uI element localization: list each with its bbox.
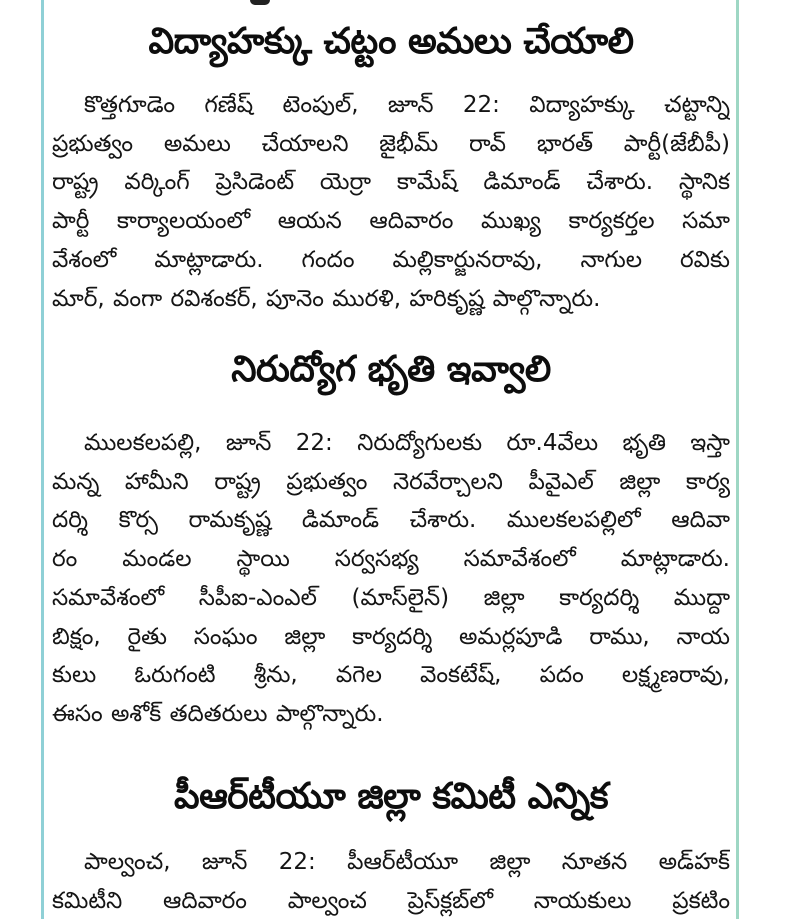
- article-2-line: దర్శి కొర్స రామకృష్ణ డిమాండ్ చేశారు. ములకలపల్లిలో ఆదివా: [52, 507, 730, 534]
- article-body-1: [52, 86, 730, 318]
- article-body-3: [52, 843, 730, 920]
- article-body-2: [52, 424, 730, 734]
- article-2-line: మన్న హామీని రాష్ట్ర ప్రభుత్వం నెరవేర్చాలని పీవైఎల్ జిల్లా కార్య: [52, 468, 730, 495]
- article-3-line: కమిటీని ఆదివారం పాల్వంచ ప్రెస్‌క్లబ్‌లో నాయకులు ప్రకటిం: [52, 887, 730, 914]
- article-headline-2: నిరుద్యోగ భృతి ఇవ్వాలి: [231, 349, 551, 390]
- article-1-line: వేశంలో మాట్లాడారు. గందం మల్లికార్జునరావు, నాగుల రవికు: [52, 246, 730, 273]
- column-rule-left: [41, 0, 44, 919]
- article-1-line: కొత్తగూడెం గణేష్ టెంపుల్, జూన్ 22: విద్యాహక్కు చట్టాన్ని: [84, 92, 730, 118]
- article-3-line: పాల్వంచ, జూన్ 22: పీఆర్‌టీయూ జిల్లా నూతన అడ్‌హక్: [84, 849, 730, 875]
- article-1-line: మార్, వంగా రవిశంకర్, పూనెం మురళి, హరికృష్ణ పాల్గొన్నారు.: [52, 285, 601, 312]
- print-mark: [250, 0, 270, 5]
- article-1-line: రాష్ట్ర వర్కింగ్ ప్రెసిడెంట్ యెర్రా కామేష్ డిమాండ్ చేశారు. స్థానిక: [52, 169, 730, 196]
- article-2-line: ములకలపల్లి, జూన్ 22: నిరుద్యోగులకు రూ.4వేలు భృతి ఇస్తా: [84, 430, 730, 456]
- article-headline-3: పీఆర్‌టీయూ జిల్లా కమిటీ ఎన్నిక: [173, 776, 609, 817]
- article-2-line: బిక్షం, రైతు సంఘం జిల్లా కార్యదర్శి అమర్లపూడి రాము, నాయ: [52, 623, 730, 650]
- article-2-line: ఈసం అశోక్ తదితరులు పాల్గొన్నారు.: [52, 700, 384, 727]
- article-1-line: పార్టీ కార్యాలయంలో ఆయన ఆదివారం ముఖ్య కార్యకర్తల సమా: [52, 208, 730, 235]
- article-headline-1: విద్యాహక్కు చట్టం అమలు చేయాలి: [148, 21, 634, 62]
- article-2-line: సమావేశంలో సీపీఐ-ఎంఎల్ (మాస్‌లైన్) జిల్లా కార్యదర్శి ముద్దా: [52, 584, 730, 611]
- column-rule-right: [736, 0, 739, 919]
- article-2-line: రం మండల స్థాయి సర్వసభ్య సమావేశంలో మాట్లాడారు.: [52, 546, 730, 573]
- article-1-line: ప్రభుత్వం అమలు చేయాలని జైభీమ్ రావ్ భారత్ పార్టీ(జేబీపీ): [52, 130, 730, 157]
- article-2-line: కులు ఓరుగంటి శ్రీను, వగెల వెంకటేష్, పదం లక్ష్మణరావు,: [52, 662, 730, 689]
